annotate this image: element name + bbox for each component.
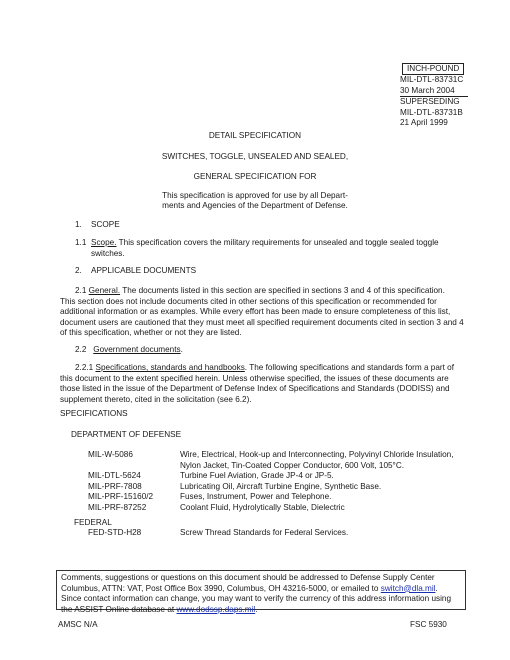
approval-line-2: ments and Agencies of the Department of Defense. — [162, 201, 348, 210]
section-2-2-1-para — [60, 363, 480, 405]
approval-line-1: This specification is approved for use by all Depart- — [162, 191, 348, 200]
prev-doc-id: MIL-DTL-83731B — [400, 107, 463, 117]
spec-title: Turbine Fuel Aviation, Grade JP-4 or JP-5. — [180, 471, 334, 480]
comments-line-2 — [61, 584, 461, 595]
section-2-2-number: 2.2 — [75, 345, 87, 354]
section-2-1-line-2: This section does not include documents cited in other sections of this specification or recommended for — [60, 296, 437, 306]
section-1-1-heading: Scope. — [91, 238, 117, 247]
section-1-number: 1. — [75, 220, 82, 229]
section-2-number: 2. — [75, 266, 82, 275]
section-2-2-para — [75, 345, 183, 356]
header-block — [400, 63, 468, 129]
dod-label: DEPARTMENT OF DEFENSE — [71, 430, 182, 439]
comments-line-3: Since contact information can change, you may want to verify the currency of this address information using — [61, 594, 452, 604]
federal-spec-list — [88, 528, 508, 540]
section-2-2-1-line-1: . The following specifications and standards form a part of — [244, 363, 454, 372]
comments-line-4-text: the ASSIST Online database at — [61, 604, 177, 614]
title-switches: SWITCHES, TOGGLE, UNSEALED AND SEALED, — [161, 152, 349, 161]
section-2-1-line-4: document users are cautioned that they must meet all specified requirement documents cited in section 3 and 4 — [60, 317, 464, 327]
section-2-1-line-3: additional information or as examples. While every effort has been made to ensure completeness of this list, — [60, 307, 451, 317]
comments-line-4 — [61, 605, 461, 616]
doc-id: MIL-DTL-83731C — [400, 75, 464, 84]
section-2-1-line-5: of this specification, whether or not they are listed. — [60, 328, 242, 338]
comments-box — [56, 570, 466, 614]
section-1-1-text: This specification covers the military requirements for unsealed and toggle sealed toggle — [118, 238, 439, 247]
comments-line-2-end: . — [435, 583, 438, 593]
section-2-1-line-1: The documents listed in this section are specified in sections 3 and 4 of this specification. — [122, 286, 445, 295]
section-2-2-heading: Government documents — [93, 345, 181, 354]
spec-title: Nylon Jacket, Tin-Coated Copper Conductor, 600 Volt, 105°C. — [180, 460, 405, 470]
section-2-title: APPLICABLE DOCUMENTS — [91, 266, 197, 275]
comments-line-1: Comments, suggestions or questions on this document should be addressed to Defense Supply Center — [61, 573, 435, 582]
dod-spec-list — [88, 450, 508, 520]
title-general: GENERAL SPECIFICATION FOR — [193, 172, 317, 181]
section-2-2-1-number: 2.2.1 — [75, 363, 94, 372]
section-2-2-period: . — [180, 345, 183, 354]
section-1-1-text-2: switches. — [91, 248, 125, 258]
spec-id: MIL-W-5086 — [88, 450, 133, 459]
prev-doc-date: 21 April 1999 — [400, 118, 448, 128]
section-2-1-heading: General. — [88, 286, 121, 295]
email-link[interactable]: switch@dla.mil — [380, 583, 436, 593]
amsc-label: AMSC N/A — [58, 620, 98, 629]
section-2-2-1-line-3: those listed in the issue of the Department of Defense Index of Specifications and Standards (DODISS) and — [60, 384, 450, 394]
spec-title: Wire, Electrical, Hook-up and Interconnecting, Polyvinyl Chloride Insulation, — [180, 450, 454, 459]
assist-url-link[interactable]: www.dodssp.daps.mil — [176, 604, 256, 614]
section-2-1-para — [60, 286, 480, 339]
spec-id: MIL-PRF-7808 — [88, 481, 142, 491]
inch-pound-label: INCH-POUND — [402, 63, 464, 75]
section-1-1-number: 1.1 — [75, 238, 87, 247]
section-2-1-number: 2.1 — [75, 286, 87, 295]
superseding-label: SUPERSEDING — [400, 97, 460, 107]
title-detail-spec: DETAIL SPECIFICATION — [208, 131, 302, 140]
section-2-2-1-line-2: this document to the extent specified herein. Unless otherwise specified, the issues of these documents are — [60, 373, 449, 383]
spec-title: Screw Thread Standards for Federal Services. — [180, 528, 349, 537]
comments-line-4-end: . — [255, 604, 258, 614]
specifications-label: SPECIFICATIONS — [60, 409, 128, 418]
spec-id: MIL-DTL-5624 — [88, 471, 141, 480]
spec-title: Lubricating Oil, Aircraft Turbine Engine, Synthetic Base. — [180, 481, 382, 491]
section-1-1-para — [91, 238, 501, 259]
spec-title: Coolant Fluid, Hydrolytically Stable, Dielectric — [180, 502, 345, 512]
spec-id: MIL-PRF-15160/2 — [88, 492, 154, 501]
spec-id: FED-STD-H28 — [88, 528, 142, 537]
section-2-2-1-heading: Specifications, standards and handbooks — [95, 363, 245, 372]
section-1-title: SCOPE — [91, 220, 120, 229]
federal-label: FEDERAL — [74, 518, 112, 527]
spec-title: Fuses, Instrument, Power and Telephone. — [180, 492, 332, 501]
comments-line-2-text: Columbus, ATTN: VAT, Post Office Box 3990, Columbus, OH 43216-5000, or emailed to — [61, 583, 381, 593]
doc-date: 30 March 2004 — [400, 85, 455, 95]
fsc-label: FSC 5930 — [410, 620, 447, 629]
spec-id: MIL-PRF-87252 — [88, 502, 147, 512]
section-2-2-1-line-4: supplement thereto, cited in the solicitation (see 6.2). — [60, 394, 252, 404]
